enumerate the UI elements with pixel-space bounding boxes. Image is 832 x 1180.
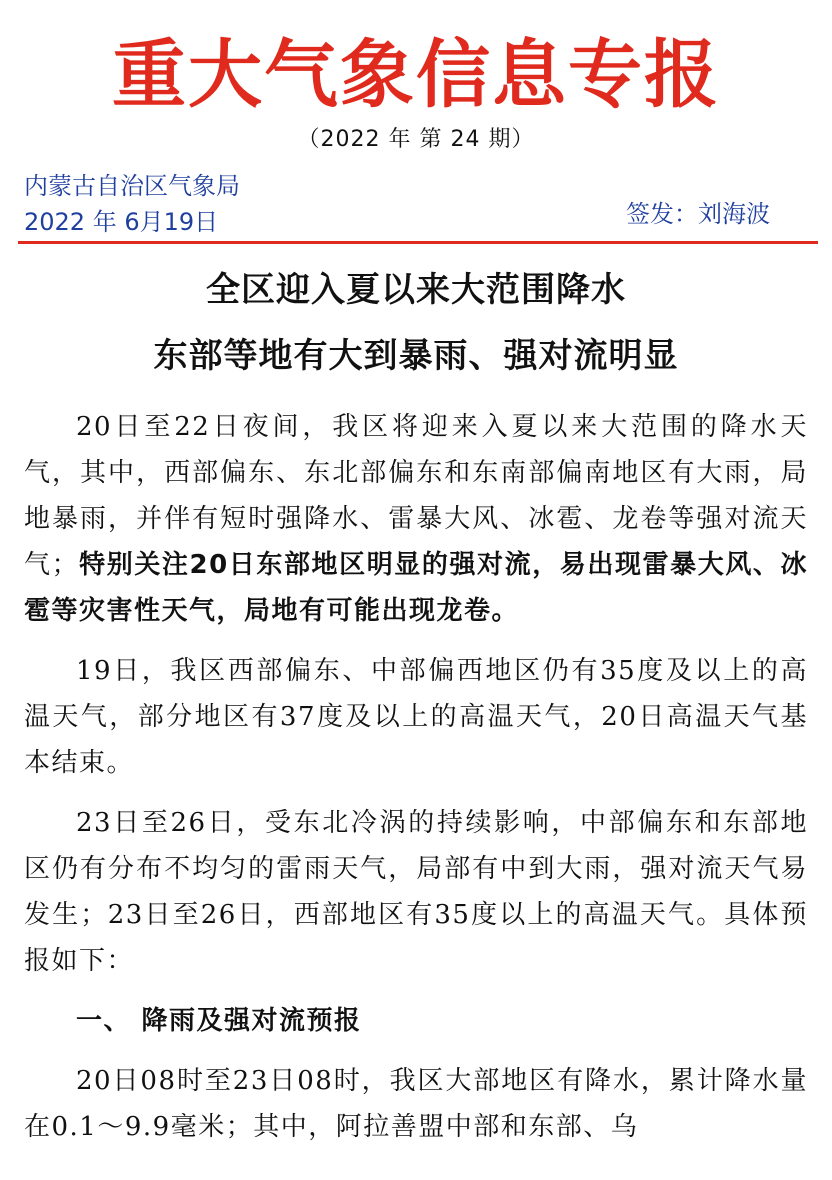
paragraph-1-emphasis: 特别关注20日东部地区明显的强对流，易出现雷暴大风、冰雹等灾害性天气，局地有可能出现龙卷。	[24, 550, 808, 626]
signer: 签发：刘海波	[626, 200, 770, 228]
masthead-title: 重大气象信息专报	[112, 32, 720, 118]
issuer: 内蒙古自治区气象局	[24, 172, 240, 200]
headline-line-2: 东部等地有大到暴雨、强对流明显	[153, 336, 679, 376]
paragraph-1	[24, 404, 808, 634]
paragraph-2: 19日，我区西部偏东、中部偏西地区仍有35度及以上的高温天气，部分地区有37度及以上的高温天气，20日高温天气基本结束。	[24, 656, 808, 778]
issue-number: （2022 年 第 24 期）	[297, 127, 535, 152]
section-heading-rain: 一、 降雨及强对流预报	[76, 1006, 362, 1036]
issue-date: 2022 年 6月19日	[24, 208, 219, 236]
paragraph-1-text: 20日至22日夜间，我区将迎来入夏以来大范围的降水天气，其中，西部偏东、东北部偏东和东南部偏南地区有大雨，局地暴雨，并伴有短时强降水、雷暴大风、冰雹、龙卷等强对流天气；	[24, 412, 808, 580]
document-body	[24, 404, 808, 1164]
red-divider	[18, 241, 818, 244]
paragraph-4: 20日08时至23日08时，我区大部地区有降水，累计降水量在0.1～9.9毫米；其中，阿拉善盟中部和东部、乌	[24, 1066, 808, 1142]
paragraph-3: 23日至26日，受东北冷涡的持续影响，中部偏东和东部地区仍有分布不均匀的雷雨天气，局部有中到大雨，强对流天气易发生；23日至26日，西部地区有35度以上的高温天气。具体预报如下：	[24, 808, 808, 976]
headline-line-1: 全区迎入夏以来大范围降水	[206, 270, 626, 310]
